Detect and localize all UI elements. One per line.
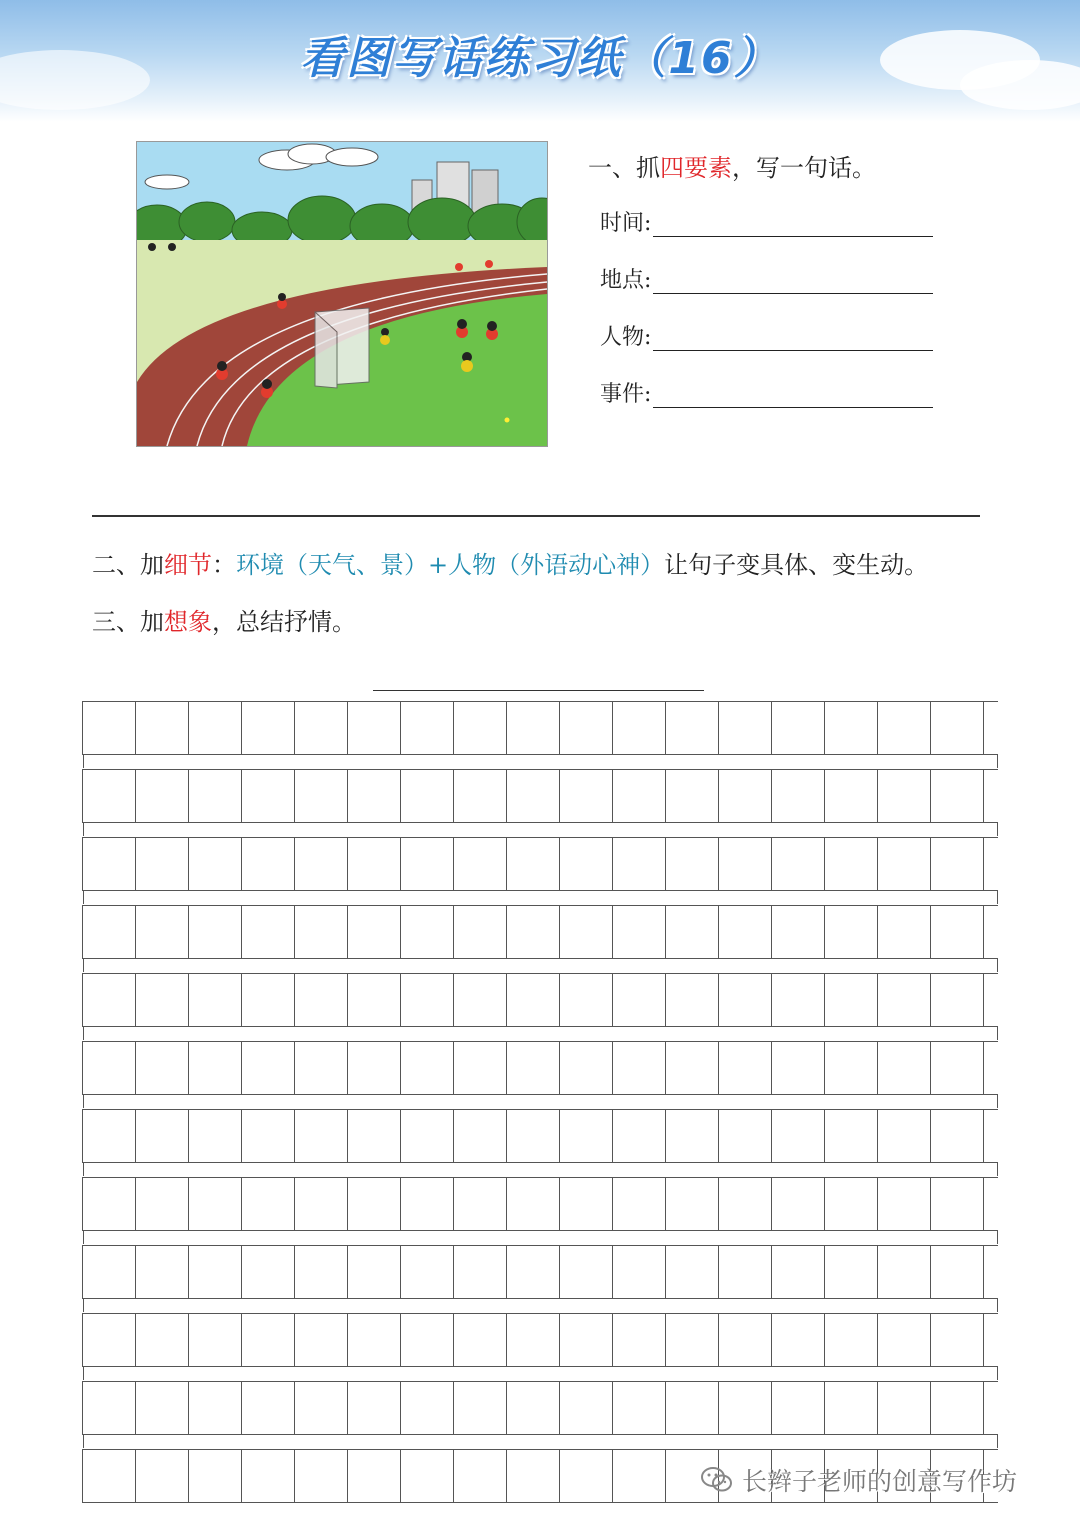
grid-cell[interactable]	[83, 1382, 136, 1434]
grid-cell[interactable]	[136, 906, 189, 958]
field-label: 事件:	[600, 382, 652, 407]
grid-cell[interactable]	[560, 1450, 613, 1502]
grid-cell[interactable]	[719, 1110, 772, 1162]
grid-cell[interactable]	[772, 1314, 825, 1366]
grid-cell[interactable]	[507, 1314, 560, 1366]
grid-cell[interactable]	[772, 1246, 825, 1298]
scene-illustration	[136, 141, 548, 447]
grid-cell[interactable]	[825, 906, 878, 958]
grid-cell[interactable]	[878, 1178, 931, 1230]
grid-cell[interactable]	[666, 1382, 719, 1434]
grid-cell[interactable]	[719, 838, 772, 890]
grid-cell[interactable]	[931, 1178, 984, 1230]
grid-cell[interactable]	[295, 974, 348, 1026]
row-gap	[83, 754, 998, 768]
grid-cell[interactable]	[83, 702, 136, 754]
grid-cell[interactable]	[507, 1246, 560, 1298]
grid-cell[interactable]	[189, 770, 242, 822]
grid-cell[interactable]	[401, 1450, 454, 1502]
grid-cell[interactable]	[878, 1314, 931, 1366]
grid-cell[interactable]	[613, 974, 666, 1026]
question-two-colon: ：	[212, 551, 236, 579]
grid-cell[interactable]	[666, 1178, 719, 1230]
question-two-highlight: 细节	[164, 551, 212, 579]
grid-cell[interactable]	[189, 1246, 242, 1298]
question-two-prefix: 二、加	[92, 551, 164, 579]
grid-cell[interactable]	[878, 906, 931, 958]
grid-cell[interactable]	[189, 1110, 242, 1162]
grid-cell[interactable]	[401, 838, 454, 890]
grid-cell[interactable]	[507, 974, 560, 1026]
grid-cell[interactable]	[772, 770, 825, 822]
grid-cell[interactable]	[507, 770, 560, 822]
grid-cell[interactable]	[719, 1246, 772, 1298]
grid-cell[interactable]	[878, 838, 931, 890]
answer-line[interactable]	[653, 236, 933, 237]
grid-cell[interactable]	[83, 1110, 136, 1162]
answer-line[interactable]	[653, 350, 933, 351]
grid-row	[82, 973, 998, 1027]
grid-cell[interactable]	[825, 1178, 878, 1230]
grid-cell[interactable]	[136, 1314, 189, 1366]
grid-cell[interactable]	[613, 838, 666, 890]
grid-cell[interactable]	[83, 906, 136, 958]
grid-cell[interactable]	[242, 1450, 295, 1502]
grid-cell[interactable]	[931, 1042, 984, 1094]
grid-cell[interactable]	[719, 1042, 772, 1094]
grid-cell[interactable]	[295, 1042, 348, 1094]
row-gap	[83, 890, 998, 904]
grid-row	[82, 1041, 998, 1095]
grid-cell[interactable]	[613, 770, 666, 822]
grid-cell[interactable]	[348, 1178, 401, 1230]
question-two-detail: 环境（天气、景）+人物（外语动心神）	[236, 551, 665, 579]
grid-cell[interactable]	[825, 1314, 878, 1366]
grid-cell[interactable]	[719, 974, 772, 1026]
grid-cell[interactable]	[83, 1042, 136, 1094]
grid-row	[82, 1313, 998, 1367]
grid-cell[interactable]	[136, 1382, 189, 1434]
grid-cell[interactable]	[295, 906, 348, 958]
grid-cell[interactable]	[666, 1314, 719, 1366]
grid-cell[interactable]	[189, 1042, 242, 1094]
grid-cell[interactable]	[136, 770, 189, 822]
grid-row	[82, 701, 998, 755]
grid-cell[interactable]	[878, 1042, 931, 1094]
grid-cell[interactable]	[348, 1314, 401, 1366]
grid-cell[interactable]	[613, 1450, 666, 1502]
grid-cell[interactable]	[401, 1178, 454, 1230]
grid-cell[interactable]	[666, 974, 719, 1026]
grid-cell[interactable]	[83, 974, 136, 1026]
grid-cell[interactable]	[560, 1246, 613, 1298]
row-gap	[83, 958, 998, 972]
grid-cell[interactable]	[83, 1314, 136, 1366]
row-gap	[83, 1026, 998, 1040]
grid-cell[interactable]	[507, 1382, 560, 1434]
grid-cell[interactable]	[136, 702, 189, 754]
question-one	[588, 148, 876, 183]
grid-cell[interactable]	[242, 1314, 295, 1366]
row-gap	[83, 1366, 998, 1380]
grid-cell[interactable]	[242, 1110, 295, 1162]
grid-cell[interactable]	[878, 770, 931, 822]
field-label: 人物:	[600, 325, 652, 350]
grid-row	[82, 769, 998, 823]
grid-row	[82, 1381, 998, 1435]
grid-cell[interactable]	[825, 1246, 878, 1298]
grid-cell[interactable]	[348, 702, 401, 754]
grid-cell[interactable]	[507, 1042, 560, 1094]
field-label: 时间:	[600, 211, 652, 236]
answer-line[interactable]	[653, 407, 933, 408]
grid-cell[interactable]	[295, 1246, 348, 1298]
watermark	[700, 1462, 1017, 1498]
grid-cell[interactable]	[931, 906, 984, 958]
question-two	[92, 545, 928, 580]
grid-cell[interactable]	[560, 906, 613, 958]
grid-cell[interactable]	[560, 770, 613, 822]
grid-cell[interactable]	[454, 974, 507, 1026]
grid-cell[interactable]	[825, 702, 878, 754]
grid-cell[interactable]	[189, 1382, 242, 1434]
grid-cell[interactable]	[189, 1450, 242, 1502]
grid-cell[interactable]	[136, 1110, 189, 1162]
grid-cell[interactable]	[666, 1042, 719, 1094]
grid-cell[interactable]	[454, 702, 507, 754]
grid-cell[interactable]	[560, 1178, 613, 1230]
grid-cell[interactable]	[613, 702, 666, 754]
grid-cell[interactable]	[825, 974, 878, 1026]
grid-cell[interactable]	[666, 838, 719, 890]
grid-cell[interactable]	[401, 770, 454, 822]
grid-cell[interactable]	[560, 1382, 613, 1434]
grid-cell[interactable]	[454, 1042, 507, 1094]
question-three-prefix: 三、加	[92, 608, 164, 636]
grid-cell[interactable]	[772, 974, 825, 1026]
grid-cell[interactable]	[295, 770, 348, 822]
row-gap	[83, 1162, 998, 1176]
grid-cell[interactable]	[242, 1246, 295, 1298]
grid-cell[interactable]	[401, 1110, 454, 1162]
grid-cell[interactable]	[507, 1110, 560, 1162]
grid-cell[interactable]	[295, 1450, 348, 1502]
grid-cell[interactable]	[401, 1246, 454, 1298]
grid-cell[interactable]	[560, 702, 613, 754]
grid-cell[interactable]	[931, 838, 984, 890]
grid-cell[interactable]	[613, 1382, 666, 1434]
grid-cell[interactable]	[613, 1314, 666, 1366]
grid-row	[82, 1245, 998, 1299]
grid-cell[interactable]	[242, 1178, 295, 1230]
writing-grid[interactable]	[82, 701, 998, 1517]
grid-cell[interactable]	[878, 1246, 931, 1298]
field-event	[600, 377, 933, 408]
grid-cell[interactable]	[454, 1450, 507, 1502]
grid-cell[interactable]	[719, 1178, 772, 1230]
grid-cell[interactable]	[136, 1450, 189, 1502]
grid-cell[interactable]	[454, 770, 507, 822]
field-place	[600, 263, 933, 294]
grid-cell[interactable]	[136, 974, 189, 1026]
wechat-icon	[700, 1466, 734, 1494]
grid-cell[interactable]	[719, 1382, 772, 1434]
grid-cell[interactable]	[772, 1110, 825, 1162]
grid-cell[interactable]	[401, 1382, 454, 1434]
grid-cell[interactable]	[401, 1042, 454, 1094]
grid-cell[interactable]	[189, 702, 242, 754]
field-label: 地点:	[600, 268, 652, 293]
grid-cell[interactable]	[348, 1110, 401, 1162]
grid-cell[interactable]	[242, 974, 295, 1026]
grid-cell[interactable]	[83, 1246, 136, 1298]
grid-cell[interactable]	[878, 1382, 931, 1434]
grid-cell[interactable]	[348, 974, 401, 1026]
grid-cell[interactable]	[931, 1110, 984, 1162]
grid-cell[interactable]	[348, 1382, 401, 1434]
grid-cell[interactable]	[719, 702, 772, 754]
grid-cell[interactable]	[931, 702, 984, 754]
question-one-suffix: ，写一句话。	[732, 154, 876, 182]
grid-cell[interactable]	[666, 1246, 719, 1298]
grid-cell[interactable]	[560, 838, 613, 890]
field-time	[600, 206, 933, 237]
grid-cell[interactable]	[772, 906, 825, 958]
grid-cell[interactable]	[719, 906, 772, 958]
grid-cell[interactable]	[136, 1042, 189, 1094]
row-gap	[83, 1230, 998, 1244]
grid-cell[interactable]	[507, 702, 560, 754]
page-title: 看图写话练习纸（16）	[300, 33, 780, 84]
grid-cell[interactable]	[295, 702, 348, 754]
grid-cell[interactable]	[454, 906, 507, 958]
grid-cell[interactable]	[189, 906, 242, 958]
grid-cell[interactable]	[295, 838, 348, 890]
grid-cell[interactable]	[454, 1110, 507, 1162]
row-gap	[83, 822, 998, 836]
sports-field-picture	[137, 142, 547, 446]
grid-cell[interactable]	[878, 1110, 931, 1162]
grid-cell[interactable]	[931, 770, 984, 822]
essay-title-line[interactable]	[373, 690, 704, 691]
grid-cell[interactable]	[401, 1314, 454, 1366]
grid-cell[interactable]	[719, 1314, 772, 1366]
question-one-highlight: 四要素	[660, 154, 732, 182]
grid-cell[interactable]	[931, 974, 984, 1026]
grid-cell[interactable]	[666, 702, 719, 754]
grid-cell[interactable]	[242, 770, 295, 822]
grid-cell[interactable]	[83, 1178, 136, 1230]
grid-cell[interactable]	[613, 906, 666, 958]
grid-cell[interactable]	[136, 1246, 189, 1298]
header-banner	[0, 0, 1080, 122]
grid-cell[interactable]	[825, 770, 878, 822]
grid-cell[interactable]	[136, 838, 189, 890]
grid-cell[interactable]	[613, 1110, 666, 1162]
grid-cell[interactable]	[83, 1450, 136, 1502]
grid-cell[interactable]	[613, 1178, 666, 1230]
grid-cell[interactable]	[348, 1042, 401, 1094]
grid-cell[interactable]	[878, 702, 931, 754]
question-three	[92, 602, 356, 637]
grid-cell[interactable]	[189, 974, 242, 1026]
grid-cell[interactable]	[242, 702, 295, 754]
grid-cell[interactable]	[454, 1314, 507, 1366]
grid-cell[interactable]	[931, 1246, 984, 1298]
grid-cell[interactable]	[348, 906, 401, 958]
grid-cell[interactable]	[772, 1178, 825, 1230]
grid-cell[interactable]	[454, 1382, 507, 1434]
answer-line[interactable]	[653, 293, 933, 294]
row-gap	[83, 1094, 998, 1108]
grid-row	[82, 837, 998, 891]
grid-cell[interactable]	[560, 1314, 613, 1366]
grid-cell[interactable]	[507, 906, 560, 958]
grid-cell[interactable]	[931, 1382, 984, 1434]
grid-cell[interactable]	[613, 1042, 666, 1094]
grid-cell[interactable]	[666, 906, 719, 958]
question-three-suffix: ，总结抒情。	[212, 608, 356, 636]
grid-cell[interactable]	[560, 1042, 613, 1094]
row-gap	[83, 1298, 998, 1312]
grid-cell[interactable]	[189, 1314, 242, 1366]
grid-cell[interactable]	[401, 702, 454, 754]
grid-cell[interactable]	[507, 1450, 560, 1502]
grid-cell[interactable]	[772, 702, 825, 754]
grid-cell[interactable]	[83, 838, 136, 890]
field-people	[600, 320, 933, 351]
grid-row	[82, 1109, 998, 1163]
grid-cell[interactable]	[825, 838, 878, 890]
grid-row	[82, 905, 998, 959]
grid-cell[interactable]	[295, 1314, 348, 1366]
grid-cell[interactable]	[295, 1382, 348, 1434]
row-gap	[83, 1434, 998, 1448]
question-two-suffix: 让句子变具体、变生动。	[664, 551, 929, 579]
grid-cell[interactable]	[772, 1382, 825, 1434]
grid-cell[interactable]	[348, 770, 401, 822]
grid-cell[interactable]	[454, 1178, 507, 1230]
grid-cell[interactable]	[401, 906, 454, 958]
grid-cell[interactable]	[825, 1042, 878, 1094]
grid-cell[interactable]	[83, 770, 136, 822]
grid-cell[interactable]	[825, 1382, 878, 1434]
grid-cell[interactable]	[931, 1314, 984, 1366]
question-one-prefix: 一、抓	[588, 154, 660, 182]
grid-cell[interactable]	[613, 1246, 666, 1298]
grid-cell[interactable]	[825, 1110, 878, 1162]
grid-cell[interactable]	[719, 770, 772, 822]
grid-row	[82, 1177, 998, 1231]
grid-cell[interactable]	[295, 1110, 348, 1162]
grid-cell[interactable]	[295, 1178, 348, 1230]
watermark-text: 长辫子老师的创意写作坊	[742, 1467, 1018, 1496]
grid-cell[interactable]	[772, 838, 825, 890]
grid-cell[interactable]	[666, 770, 719, 822]
section-divider	[92, 515, 980, 517]
grid-cell[interactable]	[348, 1450, 401, 1502]
grid-cell[interactable]	[666, 1110, 719, 1162]
grid-cell[interactable]	[454, 838, 507, 890]
grid-cell[interactable]	[454, 1246, 507, 1298]
grid-cell[interactable]	[136, 1178, 189, 1230]
grid-cell[interactable]	[560, 974, 613, 1026]
question-three-highlight: 想象	[164, 608, 212, 636]
grid-cell[interactable]	[507, 838, 560, 890]
grid-cell[interactable]	[560, 1110, 613, 1162]
grid-cell[interactable]	[507, 1178, 560, 1230]
grid-cell[interactable]	[348, 1246, 401, 1298]
grid-cell[interactable]	[242, 906, 295, 958]
grid-cell[interactable]	[242, 838, 295, 890]
grid-cell[interactable]	[242, 1382, 295, 1434]
grid-cell[interactable]	[189, 838, 242, 890]
grid-cell[interactable]	[401, 974, 454, 1026]
grid-cell[interactable]	[772, 1042, 825, 1094]
grid-cell[interactable]	[242, 1042, 295, 1094]
grid-cell[interactable]	[189, 1178, 242, 1230]
grid-cell[interactable]	[348, 838, 401, 890]
grid-cell[interactable]	[878, 974, 931, 1026]
